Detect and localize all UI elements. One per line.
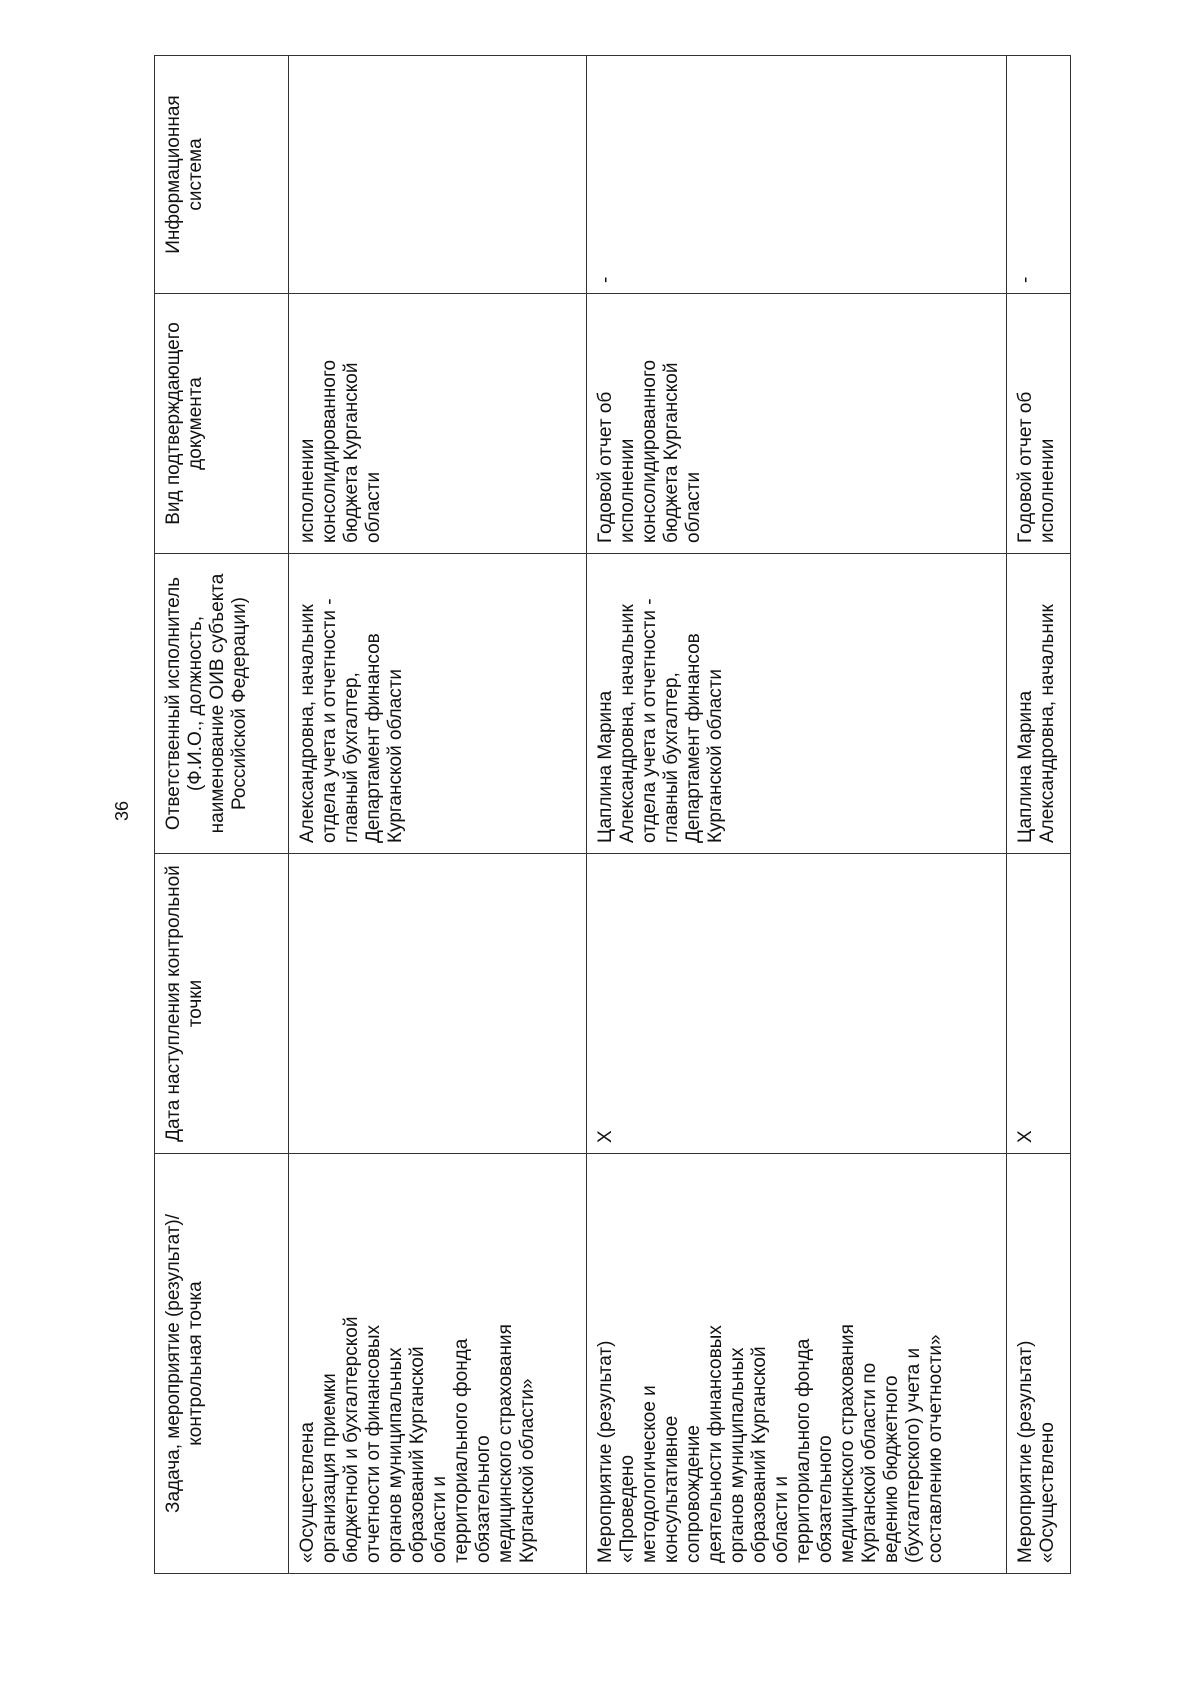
cell-responsible: Цаплина Марина Александровна, начальник bbox=[1007, 554, 1071, 854]
header-task: Задача, мероприятие (результат)/контрольная точка bbox=[155, 1154, 289, 1574]
cell-responsible: Александровна, начальник отдела учета и отчетности - главный бухгалтер, Департамент финансов Курганской области bbox=[289, 554, 587, 854]
table-row bbox=[1007, 56, 1071, 1574]
header-info-system: Информационная система bbox=[155, 56, 289, 294]
cell-info-system: - bbox=[587, 56, 1007, 294]
landscape-page bbox=[154, 56, 1070, 1574]
header-date: Дата наступления контрольной точки bbox=[155, 854, 289, 1154]
cell-info-system: - bbox=[1007, 56, 1071, 294]
cell-responsible: Цаплина Марина Александровна, начальник отдела учета и отчетности - главный бухгалтер, Департамент финансов Курганской области bbox=[587, 554, 1007, 854]
cell-document: Годовой отчет об исполнении bbox=[1007, 294, 1071, 554]
cell-task: Мероприятие (результат) «Осуществлено bbox=[1007, 1154, 1071, 1574]
page-number: 36 bbox=[112, 800, 133, 822]
cell-task: «Осуществлена организация приемки бюджетной и бухгалтерской отчетности от финансовых органов муниципальных образований Курганской области и территориального фонда обязательного медицинского страхования Курганской области» bbox=[289, 1154, 587, 1574]
table-row bbox=[289, 56, 587, 1574]
table-row bbox=[587, 56, 1007, 1574]
cell-task: Мероприятие (результат) «Проведено методологическое и консультативное сопровождение деятельности финансовых органов муниципальных образований Курганской области и территориального фонда обязательного медицинского страхования Курганской области по ведению бюджетного (бухгалтерского) учета и составлению отчетности» bbox=[587, 1154, 1007, 1574]
cell-document: исполнении консолидированного бюджета Курганской области bbox=[289, 294, 587, 554]
cell-info-system bbox=[289, 56, 587, 294]
rotated-table-wrapper bbox=[154, 56, 1070, 1574]
control-points-table bbox=[154, 55, 1071, 1574]
cell-document: Годовой отчет об исполнении консолидированного бюджета Курганской области bbox=[587, 294, 1007, 554]
cell-date bbox=[289, 854, 587, 1154]
cell-date: X bbox=[1007, 854, 1071, 1154]
header-responsible: Ответственный исполнитель (Ф.И.О., должность, наименование ОИВ субъекта Российской Федерации) bbox=[155, 554, 289, 854]
cell-date: X bbox=[587, 854, 1007, 1154]
header-document: Вид подтверждающего документа bbox=[155, 294, 289, 554]
table-header-row bbox=[155, 56, 289, 1574]
